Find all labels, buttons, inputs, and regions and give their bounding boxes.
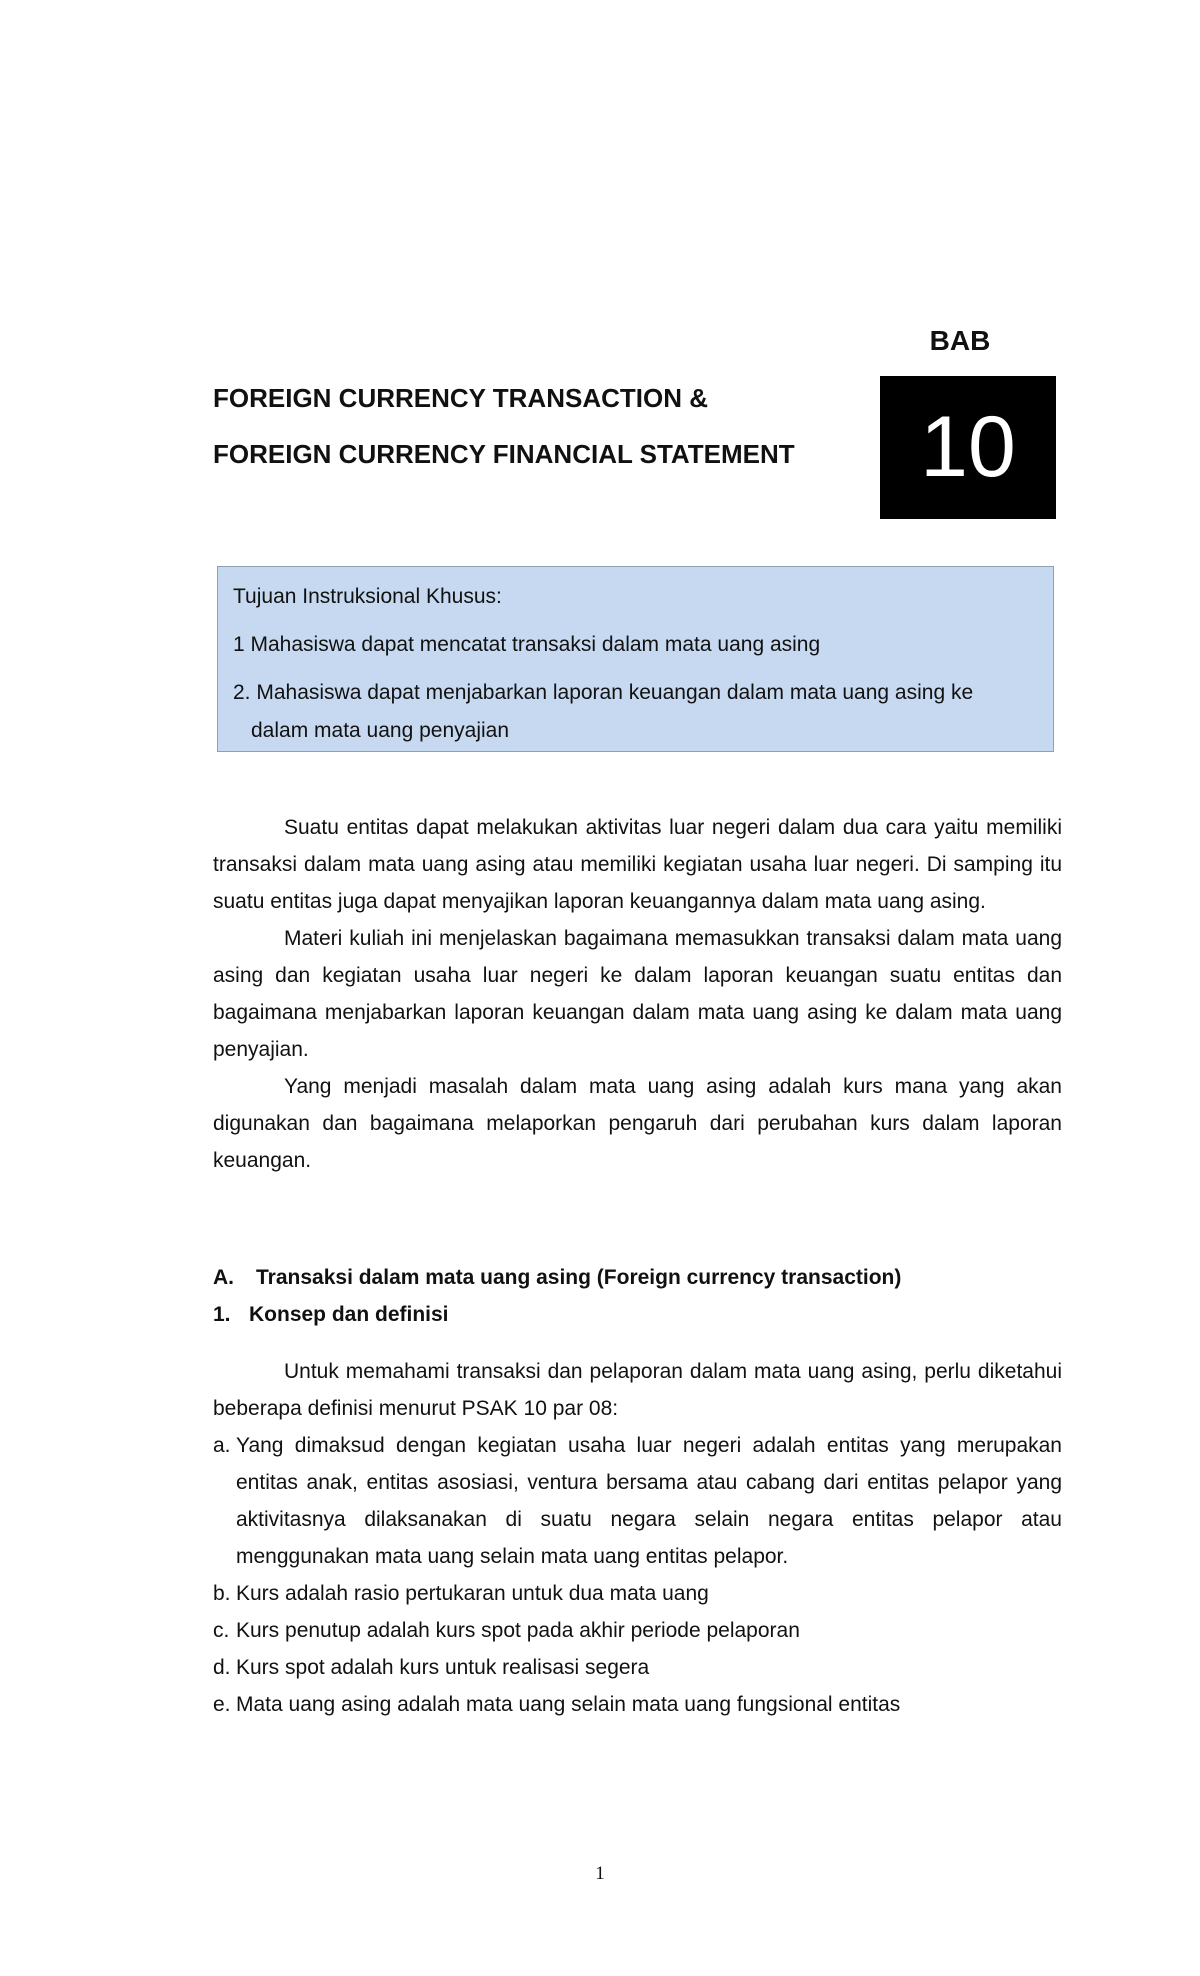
definition-item-d xyxy=(213,1649,1062,1686)
definition-item-a xyxy=(213,1427,1062,1575)
intro-paragraph-3: Yang menjadi masalah dalam mata uang asing adalah kurs mana yang akan digunakan dan bagaimana melaporkan pengaruh dari perubahan kurs dalam laporan keuangan. xyxy=(213,1075,1062,1172)
definition-item-b xyxy=(213,1575,1062,1612)
objective-item-1: 1 Mahasiswa dapat mencatat transaksi dalam mata uang asing xyxy=(233,633,821,656)
definition-text: Kurs adalah rasio pertukaran untuk dua mata uang xyxy=(236,1582,709,1605)
definition-letter: c. xyxy=(213,1619,230,1642)
definition-text: Mata uang asing adalah mata uang selain mata uang fungsional entitas xyxy=(236,1693,901,1716)
intro-paragraph-1: Suatu entitas dapat melakukan aktivitas luar negeri dalam dua cara yaitu memiliki transaksi dalam mata uang asing atau memiliki kegiatan usaha luar negeri. Di samping itu suatu entitas juga dapat menyajikan laporan keuangannya dalam mata uang asing. xyxy=(213,816,1062,913)
definitions-section xyxy=(213,1353,1062,1723)
chapter-title-line-2: FOREIGN CURRENCY FINANCIAL STATEMENT xyxy=(213,439,795,469)
objective-item-2-continuation: dalam mata uang penyajian xyxy=(251,719,510,742)
intro-paragraph-2: Materi kuliah ini menjelaskan bagaimana memasukkan transaksi dalam mata uang asing dan kegiatan usaha luar negeri ke dalam laporan keuangan suatu entitas dan bagaimana menjabarkan laporan keuangan dalam mata uang asing ke dalam mata uang penyajian. xyxy=(213,927,1062,1061)
definition-letter: e. xyxy=(213,1693,231,1716)
chapter-label: BAB xyxy=(929,325,991,356)
section-a-title: Transaksi dalam mata uang asing (Foreign currency transaction) xyxy=(256,1266,902,1289)
section-a-heading xyxy=(213,1259,901,1296)
definition-letter: d. xyxy=(213,1656,231,1679)
definition-text: Yang dimaksud dengan kegiatan usaha luar negeri adalah entitas yang merupakan entitas anak, entitas asosiasi, ventura bersama atau cabang dari entitas pelapor yang aktivitasnya dilaksanakan di suatu negara selain negara entitas pelapor atau menggunakan mata uang selain mata uang entitas pelapor. xyxy=(236,1434,1062,1568)
intro-text xyxy=(213,809,1062,1179)
subsection-1-heading xyxy=(213,1296,449,1333)
definition-text: Kurs spot adalah kurs untuk realisasi segera xyxy=(236,1656,650,1679)
definition-item-c xyxy=(213,1612,1062,1649)
definition-letter: a. xyxy=(213,1434,231,1457)
definition-text: Kurs penutup adalah kurs spot pada akhir periode pelaporan xyxy=(236,1619,800,1642)
objectives-heading: Tujuan Instruksional Khusus: xyxy=(233,585,502,608)
definitions-intro: Untuk memahami transaksi dan pelaporan dalam mata uang asing, perlu diketahui beberapa definisi menurut PSAK 10 par 08: xyxy=(213,1360,1062,1420)
definition-item-e xyxy=(213,1686,1062,1723)
definitions-list xyxy=(213,1427,1062,1723)
learning-objectives-box xyxy=(217,566,1054,752)
subsection-1-title: Konsep dan definisi xyxy=(249,1303,449,1326)
chapter-title-line-1: FOREIGN CURRENCY TRANSACTION & xyxy=(213,383,708,413)
subsection-1-marker: 1. xyxy=(213,1303,231,1326)
section-a-marker: A. xyxy=(213,1266,234,1289)
chapter-number-box: 10 xyxy=(880,376,1056,519)
objective-item-2: 2. Mahasiswa dapat menjabarkan laporan keuangan dalam mata uang asing ke xyxy=(233,681,974,704)
page-number: 1 xyxy=(595,1863,605,1884)
definition-letter: b. xyxy=(213,1582,231,1605)
